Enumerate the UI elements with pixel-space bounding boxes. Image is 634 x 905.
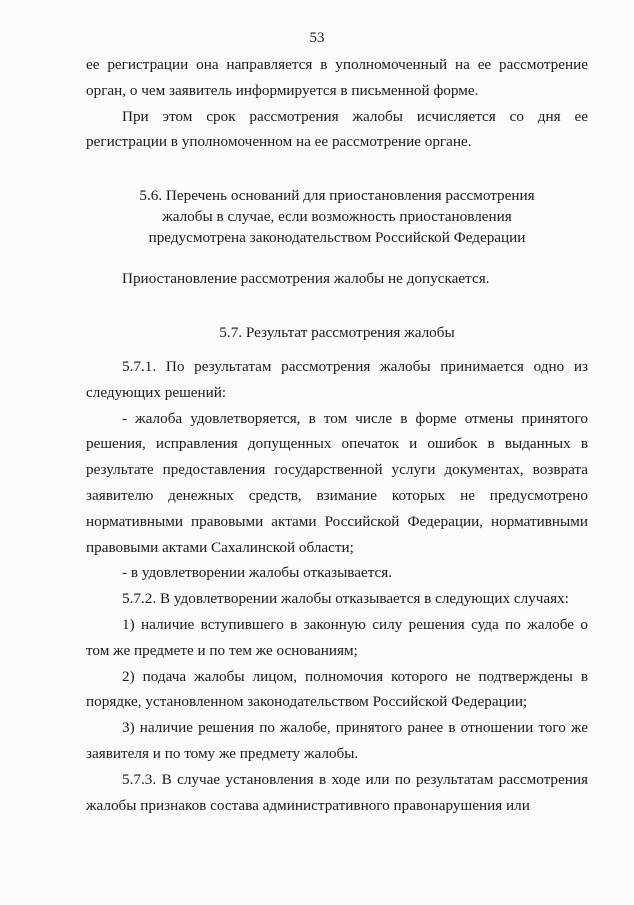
paragraph-5-7-2: 5.7.2. В удовлетворении жалобы отказывается в следующих случаях: bbox=[122, 590, 569, 608]
paragraph-case-1: 1) наличие вступившего в законную силу решения суда по жалобе о том же предмете и по тем же основаниям; bbox=[86, 615, 588, 659]
paragraph-case-2: 2) подача жалобы лицом, полномочия которого не подтверждены в порядке, установленном законодательством Российской Федерации; bbox=[86, 667, 588, 711]
section-heading-5-7: 5.7. Результат рассмотрения жалобы bbox=[219, 324, 455, 341]
section-5-7-body bbox=[86, 354, 588, 818]
paragraph-5-7-3: 5.7.3. В случае установления в ходе или по результатам рассмотрения жалобы признаков состава административного правонарушения или bbox=[86, 770, 588, 814]
top-paragraphs bbox=[86, 52, 588, 155]
page-number: 53 bbox=[309, 30, 325, 46]
paragraph-case-3: 3) наличие решения по жалобе, принятого ранее в отношении того же заявителя и по тому же предмету жалобы. bbox=[86, 719, 588, 762]
heading-line: предусмотрена законодательством Российской Федерации bbox=[148, 229, 526, 246]
paragraph-continuation: ее регистрации она направляется в уполномоченный на ее рассмотрение орган, о чем заявитель информируется в письменной форме. bbox=[86, 56, 588, 99]
heading-line: жалобы в случае, если возможность приостановления bbox=[162, 208, 512, 225]
paragraph-complaint-satisfied: - жалоба удовлетворяется, в том числе в форме отмены принятого решения, исправления допущенных опечаток и ошибок в выданных в результате предоставления государственной услуги документах, возврата заявителю денежных средств, взимание которых не предусмотрено нормативными правовыми актами Российской Федерации, нормативными правовыми актами Сахалинской области; bbox=[86, 409, 588, 556]
paragraph-deadline: При этом срок рассмотрения жалобы исчисляется со дня ее регистрации в уполномоченном на ее рассмотрение органе. bbox=[86, 107, 588, 151]
paragraph-complaint-refused: - в удовлетворении жалобы отказывается. bbox=[122, 564, 393, 582]
paragraph-suspension: Приостановление рассмотрения жалобы не допускается. bbox=[122, 270, 490, 287]
paragraph-5-7-1: 5.7.1. По результатам рассмотрения жалобы принимается одно из следующих решений: bbox=[86, 358, 588, 401]
heading-line: 5.6. Перечень оснований для приостановления рассмотрения bbox=[139, 187, 535, 204]
section-heading-5-6 bbox=[86, 185, 588, 248]
